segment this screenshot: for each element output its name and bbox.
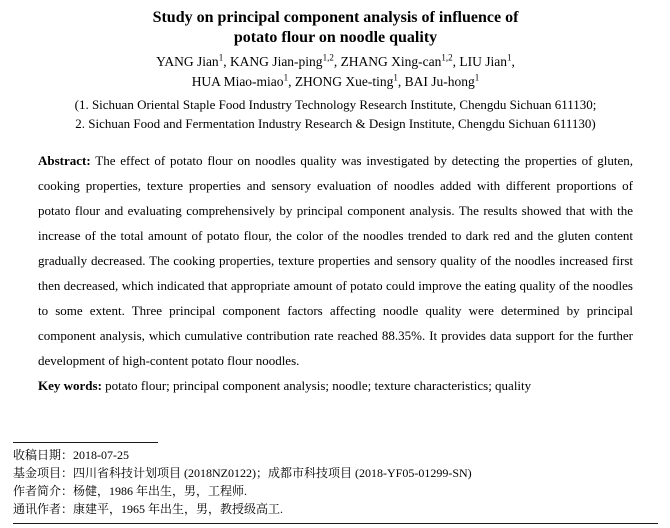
keywords-text: potato flour; principal component analysis; noodle; texture characteristics; quality	[101, 378, 532, 393]
footnote-line	[13, 482, 658, 500]
affiliation-line-1: (1. Sichuan Oriental Staple Food Industry Technology Research Institute, Chengdu Sichuan 611130;	[74, 97, 597, 112]
affiliation-line-2: 2. Sichuan Food and Fermentation Industry Research & Design Institute, Chengdu Sichuan 611130)	[75, 116, 596, 131]
keywords-line	[38, 373, 633, 398]
paper-title	[38, 8, 633, 48]
author-name: , ZHONG Xue-ting	[288, 74, 394, 89]
footnote-line	[13, 500, 658, 518]
author-name: HUA Miao-miao	[191, 74, 284, 89]
author-line-1	[38, 52, 633, 72]
author-superscript: 1	[474, 72, 480, 83]
author-superscript: 1	[218, 52, 224, 63]
abstract-label: Abstract:	[38, 153, 91, 168]
footnote-value: 2018-07-25	[73, 448, 130, 462]
author-line-2	[38, 72, 633, 92]
author-superscript: 1,2	[322, 52, 334, 63]
author-superscript: 1	[283, 72, 289, 83]
footnote-value: 四川省科技计划项目 (2018NZ0122)；成都市科技项目 (2018-YF05-01299-SN)	[73, 466, 472, 480]
paper-title-line1: Study on principal component analysis of influence of	[152, 9, 519, 26]
footnote-value: 杨健，1986 年出生，男，工程师.	[73, 484, 248, 498]
author-name: , LIU Jian	[452, 54, 508, 69]
bottom-divider	[13, 523, 658, 524]
author-name: , ZHANG Xing-can	[333, 54, 442, 69]
author-name: , KANG Jian-ping	[223, 54, 323, 69]
author-superscript: 1,2	[441, 52, 453, 63]
abstract-paragraph	[38, 148, 633, 373]
paper-title-line2: potato flour on noodle quality	[233, 29, 438, 46]
affiliations	[38, 95, 633, 133]
footnote-label: 收稿日期：	[13, 448, 74, 462]
footnote-label: 通讯作者：	[13, 502, 74, 516]
footnote-line	[13, 446, 658, 464]
author-superscript: 1	[507, 52, 512, 63]
footnotes	[13, 446, 658, 518]
footnote-line	[13, 464, 658, 482]
author-superscript: 1	[393, 72, 398, 83]
author-name: ,	[511, 54, 515, 69]
author-name: YANG Jian	[156, 54, 219, 69]
footnote-label: 作者简介：	[13, 484, 74, 498]
abstract-text: The effect of potato flour on noodles quality was investigated by detecting the properties of gluten, cooking properties, texture properties and sensory evaluation of noodles added with different proportions of potato flour and evaluating comprehensively by principal component analysis. The results showed that with the increase of the total amount of potato flour, the color of the noodles trended to dark red and the gluten content gradually decreased. The cooking properties, texture properties and sensory quality of the noodles increased first then decreased, which indicated that appropriate amount of potato could improve the eating quality of the noodles to some extent. Three principal component factors affecting noodle quality were determined by principal component analysis, which cumulative contribution rate reached 88.35%. It provides data support for the further development of high-content potato flour noodles.	[38, 153, 633, 368]
author-list	[38, 52, 633, 92]
footnote-area	[13, 442, 658, 524]
footnote-value: 康建平，1965 年出生，男，教授级高工.	[73, 502, 284, 516]
author-name: , BAI Ju-hong	[397, 74, 475, 89]
footnote-label: 基金项目：	[13, 466, 74, 480]
keywords-label: Key words:	[38, 378, 102, 393]
footnote-divider	[13, 442, 158, 443]
